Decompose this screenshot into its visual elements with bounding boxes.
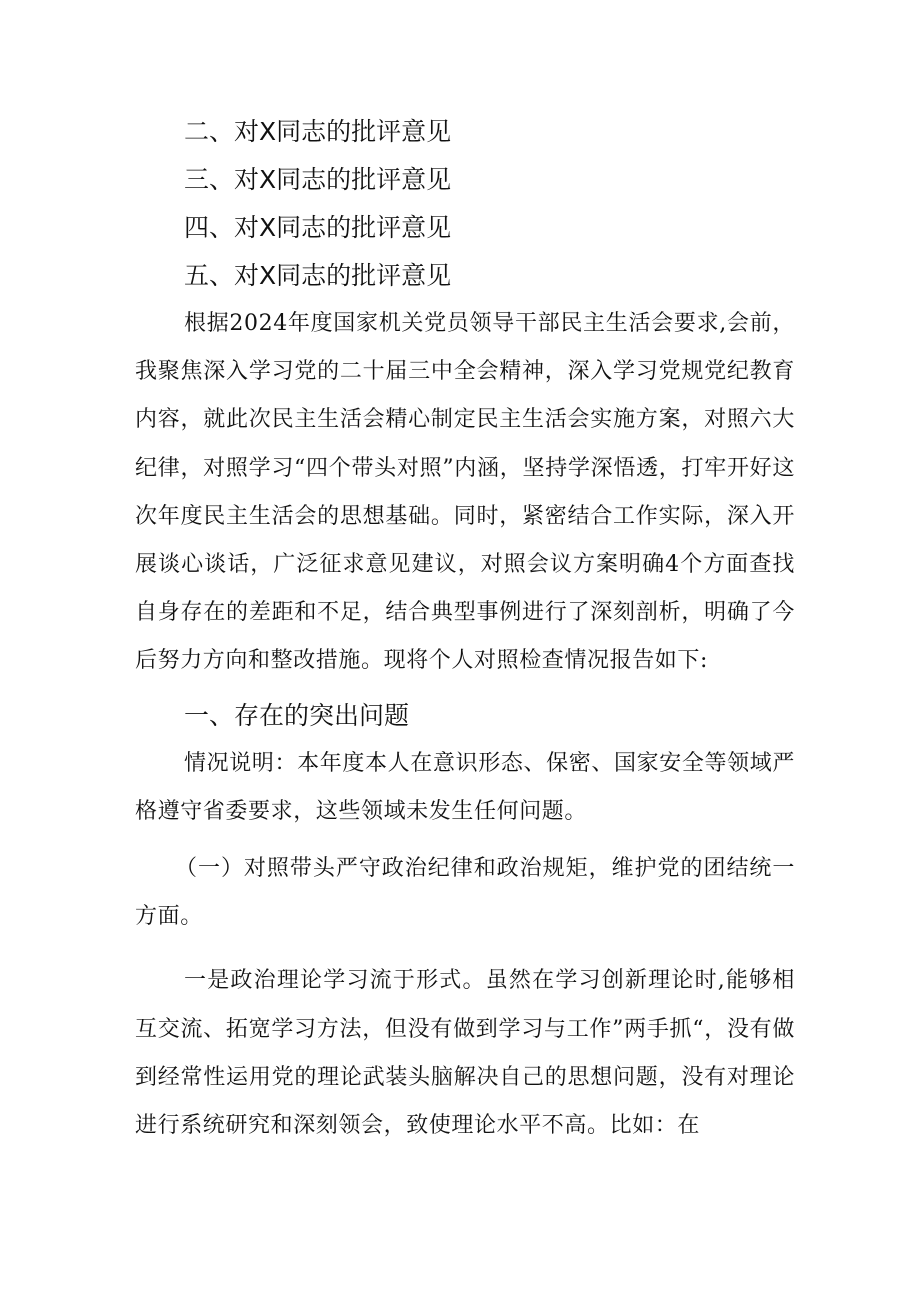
situation-paragraph: 情况说明：本年度本人在意识形态、保密、国家安全等领域严格遵守省委要求，这些领域未发生任何问题。 [135, 750, 795, 824]
subsection-one-paragraph: （一）对照带头严守政治纪律和政治规矩，维护党的团结统一方面。 [135, 856, 795, 930]
heading-criticism-two: 二、对X同志的批评意见 [184, 117, 452, 146]
intro-paragraph: 根据2024年度国家机关党员领导干部民主生活会要求,会前，我聚焦深入学习党的二十届三中全会精神，深入学习党规党纪教育内容，就此次民主生活会精心制定民主生活会实施方案，对照六大纪律，对照学习“四个带头对照”内涵，坚持学深悟透，打牢开好这次年度民主生活会的思想基础。同时，紧密结合工作实际，深入开展谈心谈话，广泛征求意见建议，对照会议方案明确4个方面查找自身存在的差距和不足，结合典型事例进行了深刻剖析，明确了今后努力方向和整改措施。现将个人对照检查情况报告如下: [135, 311, 795, 674]
document-body [135, 108, 795, 1150]
heading-criticism-three: 三、对X同志的批评意见 [184, 165, 452, 194]
heading-criticism-four: 四、对X同志的批评意见 [184, 213, 452, 242]
section-one-heading: 一、存在的突出问题 [184, 700, 410, 730]
heading-criticism-five: 五、对X同志的批评意见 [184, 261, 452, 290]
point-one-paragraph: 一是政治理论学习流于形式。虽然在学习创新理论时,能够相互交流、拓宽学习方法，但没有做到学习与工作”两手抓“，没有做到经常性运用党的理论武装头脑解决自己的思想问题，没有对理论进行系统研究和深刻领会，致使理论水平不高。比如：在 [135, 968, 795, 1139]
